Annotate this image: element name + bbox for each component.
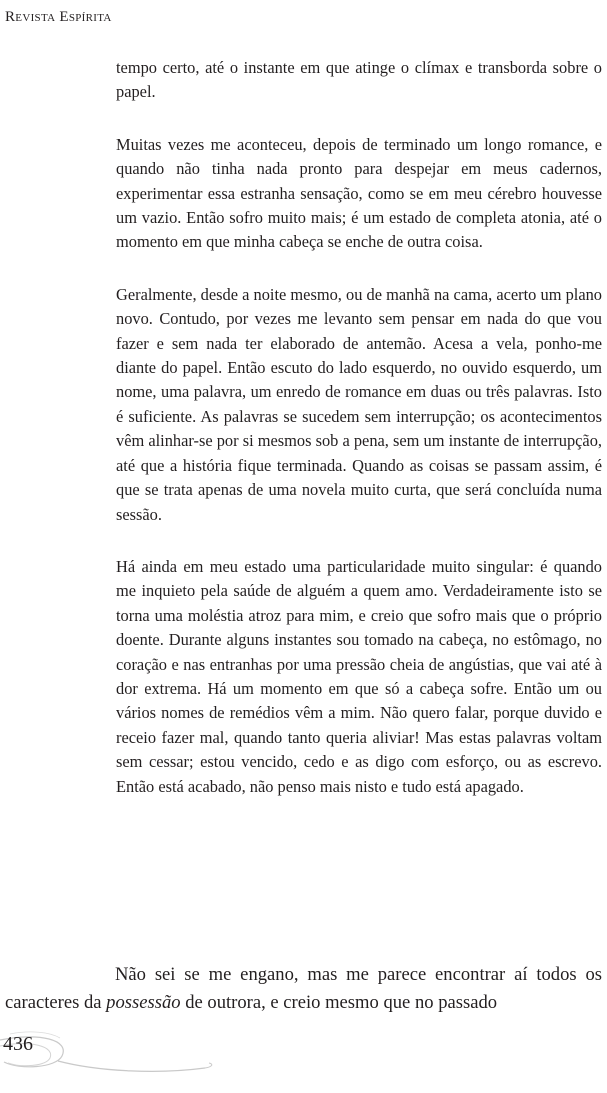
body-paragraph	[5, 961, 602, 1017]
quoted-passage	[116, 56, 602, 827]
quote-paragraph-1: tempo certo, até o instante em que atinge o clímax e transborda sobre o papel.	[116, 58, 602, 102]
body-text-after: de outrora, e creio mesmo que no passado	[180, 992, 498, 1013]
swash-ornament-icon	[0, 1030, 220, 1080]
quote-paragraph-2: Muitas vezes me aconteceu, depois de terminado um longo romance, e quando não tinha nada pronto para despejar em meus cadernos, experimentar essa estranha sensação, como se em meu cérebro houvesse um vazio. Então sofro muito mais; é um estado de completa atonia, até o momento em que minha cabeça se enche de outra coisa.	[116, 134, 602, 252]
page-number: 436	[3, 1033, 33, 1055]
quote-paragraph-3: Geralmente, desde a noite mesmo, ou de manhã na cama, acerto um plano novo. Contudo, por vezes me levanto sem pensar em nada do que vou fazer e sem nada ter elaborado de antemão. Acesa a vela, ponho-me diante do papel. Então escuto do lado esquerdo, no ouvido esquerdo, um nome, uma palavra, um enredo de romance em duas ou três palavras. Isto é suficiente. As palavras se sucedem sem interrupção; os acontecimentos vêm alinhar-se por si mesmos sob a pena, sem um instante de interrupção, até que a história fique terminada. Quando as coisas se passam assim, é que se trata apenas de uma novela muito curta, que será concluída numa sessão.	[116, 284, 602, 524]
body-text	[5, 961, 602, 1017]
page-footer-ornament	[0, 1030, 220, 1080]
running-header: Revista Espírita	[5, 9, 112, 25]
body-emphasis: possessão	[106, 992, 181, 1013]
quote-paragraph-4: Há ainda em meu estado uma particularidade muito singular: é quando me inquieto pela saúde de alguém a quem amo. Verdadeiramente isto se torna uma moléstia atroz para mim, e creio que sofro mais que o próprio doente. Durante alguns instantes sou tomado na cabeça, no estômago, no coração e nas entranhas por uma pressão cheia de angústias, que vai até à dor extrema. Há um momento em que só a cabeça sofre. Então um ou vários nomes de remédios vêm a mim. Não quero falar, porque duvido e receio fazer mal, quando tanto queria aliviar! Mas estas palavras voltam sem cessar; estou vencido, cedo e as digo com esforço, ou as escrevo. Então está acabado, não penso mais nisto e tudo está apagado.	[116, 556, 602, 796]
body-text-before: Não sei se me engano, mas me parece encontrar aí todos os caracteres da	[5, 964, 602, 1013]
